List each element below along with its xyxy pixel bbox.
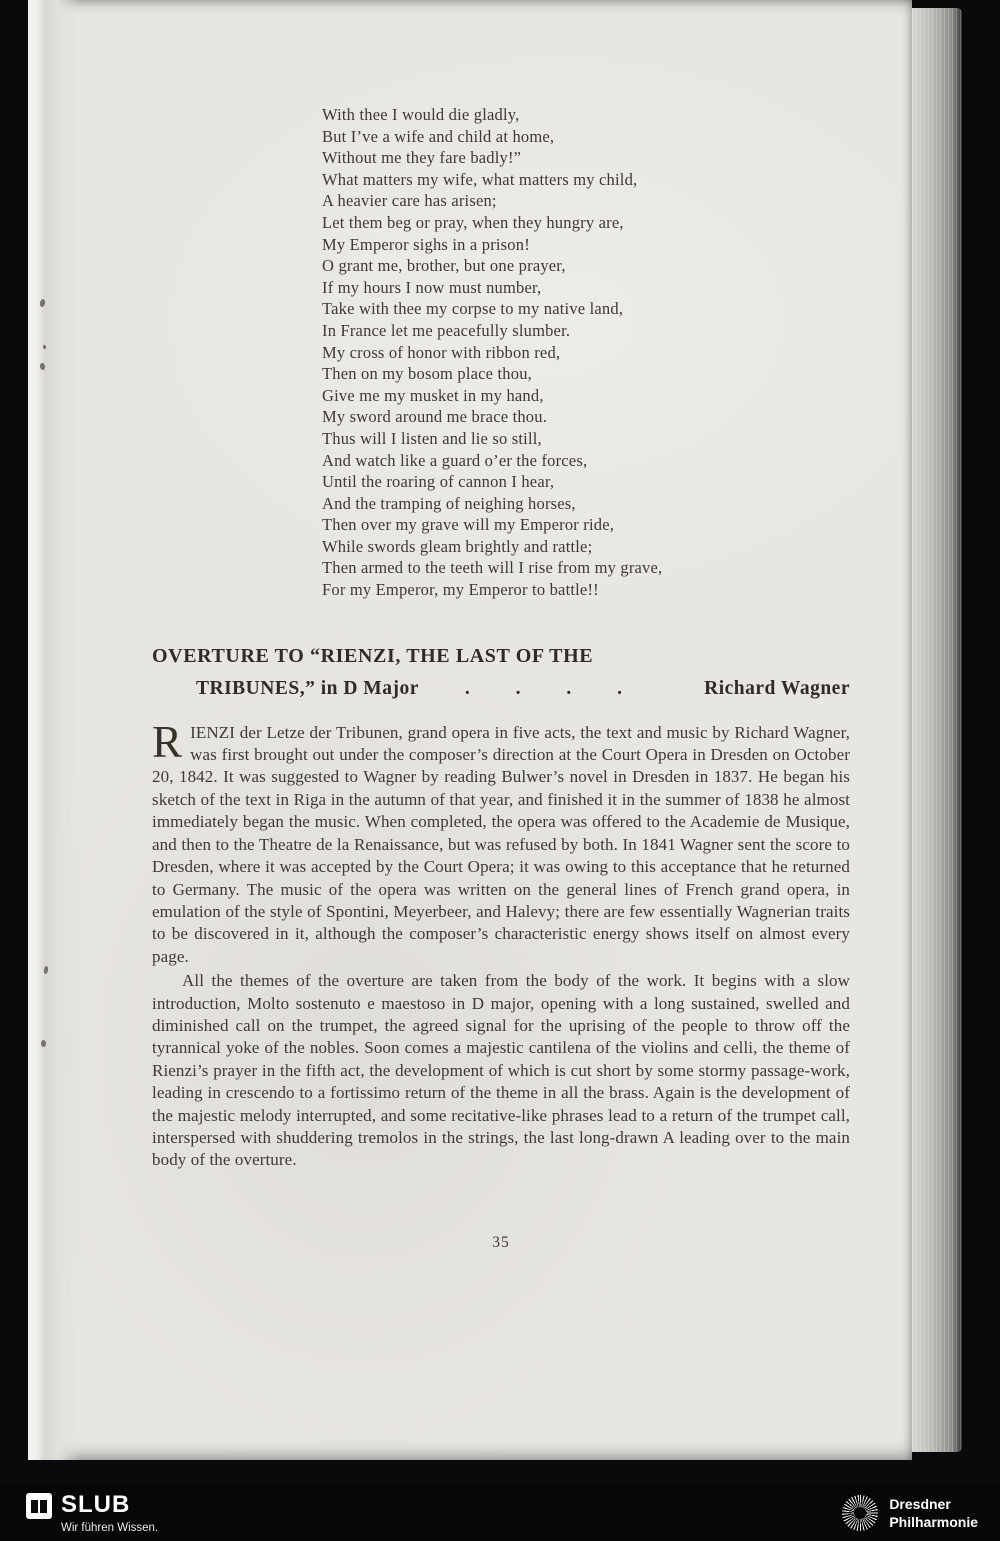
poem-line: What matters my wife, what matters my child, (322, 169, 638, 189)
poem-line: My cross of honor with ribbon red, (322, 342, 561, 362)
composer-name: Richard Wagner (704, 677, 850, 699)
philharmonie-wordmark (889, 1495, 978, 1531)
poem-line: While swords gleam brightly and rattle; (322, 536, 593, 556)
page-content (28, 104, 912, 1252)
poem-line: But I’ve a wife and child at home, (322, 126, 555, 146)
philharmonie-branding (842, 1495, 978, 1531)
poem-line: O grant me, brother, but one prayer, (322, 256, 566, 276)
dot-leaders: . . . . (464, 677, 623, 699)
page-number: 35 (492, 1233, 510, 1251)
poem-line: Give me my musket in my hand, (322, 385, 544, 405)
slub-wordmark: SLUB (61, 1490, 131, 1518)
scanned-page (28, 0, 912, 1460)
poem-line: And the tramping of neighing horses, (322, 493, 576, 513)
heading-title-line1: OVERTURE TO “RIENZI, THE LAST OF THE (152, 644, 594, 667)
philharmonie-name-line1: Dresdner (889, 1495, 951, 1512)
paragraph-rienzi-history (152, 716, 850, 968)
poem-line: Without me they fare badly!” (322, 148, 522, 168)
poem-line: If my hours I now must number, (322, 277, 542, 297)
paragraph-overture-description: All the themes of the overture are taken from the body of the work. It begins with a slow introduction, Molto sostenuto e maestoso in D major, opening with a long sustained, swelled and diminished call on the trumpet, the agreed signal for the uprising of the people to throw off the tyrannical yoke of the nobles. Soon comes a majestic cantilena of the violins and celli, the theme of Rienzi’s prayer in the fifth act, the development of which is cut short by some stormy passage-work, leading in crescendo to a fortissimo return of the theme in all the brass. Again is the development of the majestic melody interrupted, and some recitative-like phrases lead to a return of the trumpet call, interspersed with shuddering tremolos in the strings, the last long-drawn A leading over to the main body of the overture. (152, 971, 850, 1170)
heading-title-line2 (152, 678, 850, 700)
philharmonie-name-line2: Philharmonie (889, 1514, 978, 1530)
footer-bar (0, 1485, 1000, 1541)
paragraph-text: IENZI der Letze der Tribunen, grand opera in five acts, the text and music by Richard Wagner, was first brought out under the composer’s direction at the Court Opera in Dresden on October 20, 1842. It was suggested to Wagner by reading Bulwer’s novel in Dresden in 1837. He began his sketch of the text in Riga in the autumn of that year, and finished it in the summer of 1838 he almost immediately began the music. When completed, the opera was offered to the Academie de Musique, and then to the Theatre de la Renaissance, but was refused by both. In 1841 Wagner sent the score to Dresden, where it was accepted by the Court Opera; it was owing to this acceptance that he returned to Germany. The music of the opera was written on the general lines of French grand opera, in emulation of the style of Spontini, Meyerbeer, and Halevy; there are few essentially Wagnerian traits to be discovered in it, although the composer’s characteristic energy shows itself on almost every page. (152, 722, 850, 966)
slub-branding (26, 1490, 159, 1534)
poem-line: Take with thee my corpse to my native land, (322, 299, 624, 319)
heading-title-continuation: TRIBUNES,” in D Major (196, 677, 419, 699)
poem-line: For my Emperor, my Emperor to battle!! (322, 580, 599, 600)
poem-line: Then armed to the teeth will I rise from my grave, (322, 558, 663, 578)
poem-line: Then on my bosom place thou, (322, 364, 532, 384)
poem-line: Until the roaring of cannon I hear, (322, 472, 555, 492)
poem-line: A heavier care has arisen; (322, 191, 497, 211)
poem-line: My sword around me brace thou. (322, 407, 548, 427)
slub-slogan: Wir führen Wissen. (61, 1521, 159, 1534)
poem-line: In France let me peacefully slumber. (322, 320, 571, 340)
poem-line: Let them beg or pray, when they hungry are, (322, 212, 624, 232)
dropcap-initial: R (152, 716, 183, 767)
poem (322, 104, 850, 601)
slub-logo-icon (26, 1493, 52, 1519)
poem-line: My Emperor sighs in a prison! (322, 234, 530, 254)
poem-line: Then over my grave will my Emperor ride, (322, 515, 615, 535)
section-heading (152, 645, 850, 700)
page-edge-stack (912, 8, 962, 1452)
poem-line: Thus will I listen and lie so still, (322, 428, 542, 448)
poem-line: With thee I would die gladly, (322, 105, 520, 124)
philharmonie-logo-icon (842, 1495, 878, 1531)
slub-text-block (61, 1490, 159, 1534)
poem-line: And watch like a guard o’er the forces, (322, 450, 588, 470)
